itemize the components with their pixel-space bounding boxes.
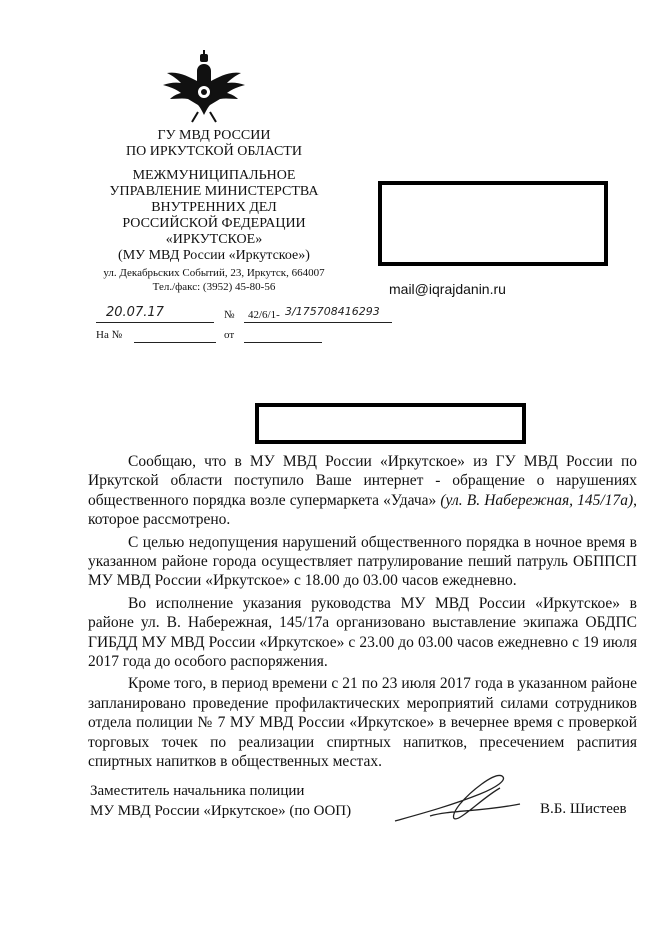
redacted-addressee-box [255, 403, 526, 444]
ref-label: На № [96, 329, 123, 341]
address-block [90, 266, 338, 294]
org-line: ГУ МВД РОССИИ [157, 128, 271, 143]
number-label: № [224, 309, 235, 321]
letter-body [88, 452, 637, 775]
eagle-emblem-icon [158, 50, 250, 128]
dept-line: МЕЖМУНИЦИПАЛЬНОЕ [132, 168, 296, 183]
paragraph [88, 452, 637, 530]
from-label: от [224, 329, 235, 341]
handwritten-signature-icon [390, 766, 530, 836]
address: ул. Декабрьских Событий, 23, Иркутск, 664007 [103, 267, 325, 279]
position-line: МУ МВД России «Иркутское» (по ООП) [90, 803, 352, 819]
redacted-recipient-box [378, 181, 608, 266]
recipient-email: mail@iqrajdanin.ru [389, 281, 506, 297]
signatory-name: В.Б. Шистеев [540, 801, 627, 817]
department-header [90, 168, 338, 264]
paragraph: Во исполнение указания руководства МУ МВД России «Иркутское» в районе ул. В. Набережная, 145/17а организовано выставление экипажа ОБДПС ГИБДД МУ МВД России «Иркутское» с 23.00 до 03.00 часов ежедневно с 19 июля 2017 года до особого распоряжения. [88, 594, 637, 671]
reg-date: 20.07.17 [106, 305, 164, 320]
number-handwritten: 3/175708416293 [285, 305, 380, 318]
from-line [244, 342, 322, 343]
paragraph: С целью недопущения нарушений общественного порядка в ночное время в указанном районе города осуществляет патрулирование пеший патруль ОБППСП МУ МВД России «Иркутское» с 18.00 до 03.00 часов ежедневно. [88, 533, 637, 590]
dept-line: ВНУТРЕННИХ ДЕЛ [151, 200, 277, 215]
date-line [96, 322, 214, 323]
dept-line: «ИРКУТСКОЕ» [165, 232, 263, 247]
paragraph-text: , которое рассмотрено. [88, 491, 637, 529]
ref-line [134, 342, 216, 343]
dept-line: (МУ МВД России «Иркутское») [118, 248, 310, 263]
position-line: Заместитель начальника полиции [90, 783, 305, 799]
paragraph: Кроме того, в период времени с 21 по 23 июля 2017 года в указанном районе запланировано проведение профилактических мероприятий силами сотрудников отдела полиции № 7 МУ МВД России «Иркутское» в вечернее время с проверкой торговых точек по реализации спиртных напитков, пресечением распития спиртных напитков в общественных местах. [88, 675, 637, 771]
paragraph-text: Сообщаю, что в МУ МВД России «Иркутское» из ГУ МВД России по Иркутской области поступило Ваше интернет - обращение о нарушениях общественного порядка возле супермаркета «Удача» [88, 453, 637, 509]
number-line [244, 322, 392, 323]
org-line: ПО ИРКУТСКОЙ ОБЛАСТИ [126, 144, 302, 159]
dept-line: РОССИЙСКОЙ ФЕДЕРАЦИИ [122, 216, 306, 231]
address-italic: (ул. В. Набережная, 145/17а) [440, 491, 634, 509]
phone: Тел./факс: (3952) 45-80-56 [152, 281, 276, 293]
number-prefix: 42/6/1- [248, 309, 280, 321]
organization-header [90, 128, 338, 160]
dept-line: УПРАВЛЕНИЕ МИНИСТЕРСТВА [109, 184, 319, 199]
signatory-position [90, 781, 351, 821]
